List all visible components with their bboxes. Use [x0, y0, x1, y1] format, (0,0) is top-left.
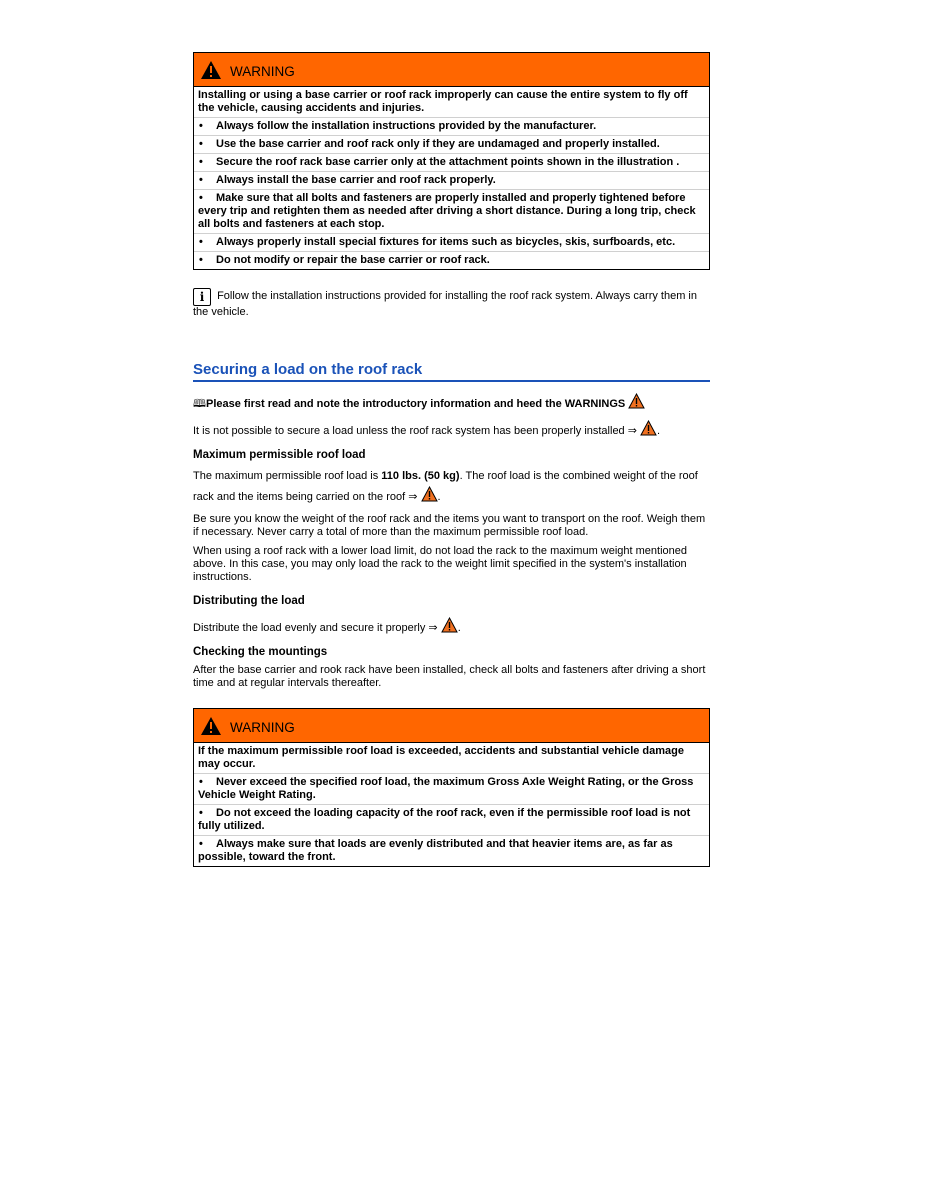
paragraph: After the base carrier and rook rack have been installed, check all bolts and fasteners after driving a short time and at regular intervals thereafter.: [193, 664, 706, 689]
warning-item: • Always make sure that loads are evenly distributed and that heavier items are, as far as possible, toward the front.: [198, 838, 673, 863]
warning-item: • Always follow the installation instructions provided by the manufacturer.: [194, 118, 709, 136]
warning-box-installation: [193, 52, 710, 270]
warning-item: • Always properly install special fixtures for items such as bicycles, skis, surfboards, etc.: [194, 234, 709, 252]
warning-title: WARNING: [230, 64, 295, 79]
warning-item: • Use the base carrier and roof rack only if they are undamaged and properly installed.: [194, 136, 709, 154]
warning-triangle-icon[interactable]: [628, 393, 645, 409]
subheading-mountings: Checking the mountings: [193, 646, 328, 658]
subheading-distributing: Distributing the load: [193, 595, 305, 607]
warning-item: • Always install the base carrier and roof rack properly.: [194, 172, 709, 190]
warning-item: • Do not modify or repair the base carrier or roof rack.: [199, 254, 490, 266]
warning-triangle-icon: [200, 60, 222, 80]
paragraph: It is not possible to secure a load unless the roof rack system has been properly installed ⇒ .: [193, 420, 710, 438]
intro-line: 🕮Please first read and note the introductory information and heed the WARNINGS: [193, 393, 710, 414]
warning-item: • Secure the roof rack base carrier only at the attachment points shown in the illustration .: [194, 154, 709, 172]
section-title: Securing a load on the roof rack: [193, 361, 710, 382]
warning-title: WARNING: [230, 720, 295, 735]
warning-lead: Installing or using a base carrier or roof rack improperly can cause the entire system to fly off the vehicle, causing accidents and injuries.: [194, 87, 709, 118]
paragraph: Be sure you know the weight of the roof rack and the items you want to transport on the roof. Weigh them if necessary. Never carry a total of more than the maximum permissible roof load.: [193, 513, 706, 538]
warning-item: • Never exceed the specified roof load, the maximum Gross Axle Weight Rating, or the Gross Vehicle Weight Rating.: [194, 774, 709, 805]
warning-lead: If the maximum permissible roof load is exceeded, accidents and substantial vehicle damage may occur.: [194, 743, 709, 774]
warning-header: [194, 53, 709, 87]
warning-body: [194, 743, 709, 866]
info-icon: i: [193, 288, 211, 306]
book-icon: 🕮: [193, 398, 206, 410]
warning-box-roof-load: [193, 708, 710, 867]
warning-body: [194, 87, 709, 269]
warning-header: [194, 709, 709, 743]
warning-triangle-icon[interactable]: [421, 486, 438, 502]
warning-triangle-icon[interactable]: [640, 420, 657, 436]
paragraph: The maximum permissible roof load is 110 lbs. (50 kg). The roof load is the combined weight of the roof rack and the items being carried on the roof ⇒ .: [193, 470, 698, 503]
warning-item: • Make sure that all bolts and fasteners are properly installed and properly tightened before every trip and retighten them as needed after driving a short distance. During a long trip, check all bolts and fasteners at each stop.: [194, 190, 709, 234]
note-text: Follow the installation instructions provided for installing the roof rack system. Always carry them in the vehicle.: [193, 290, 697, 318]
subheading-max-load: Maximum permissible roof load: [193, 449, 366, 461]
warning-triangle-icon: [200, 716, 222, 736]
manual-page: [193, 52, 710, 867]
paragraph: Distribute the load evenly and secure it properly ⇒ .: [193, 617, 710, 635]
max-load-value: 110 lbs. (50 kg): [381, 470, 460, 482]
warning-item: • Do not exceed the loading capacity of the roof rack, even if the permissible roof load is not fully utilized.: [194, 805, 709, 836]
warning-triangle-icon[interactable]: [441, 617, 458, 633]
info-note: [193, 288, 710, 319]
paragraph: When using a roof rack with a lower load limit, do not load the rack to the maximum weight mentioned above. In this case, you may only load the rack to the weight limit specified in the system's installation instructions.: [193, 545, 688, 583]
